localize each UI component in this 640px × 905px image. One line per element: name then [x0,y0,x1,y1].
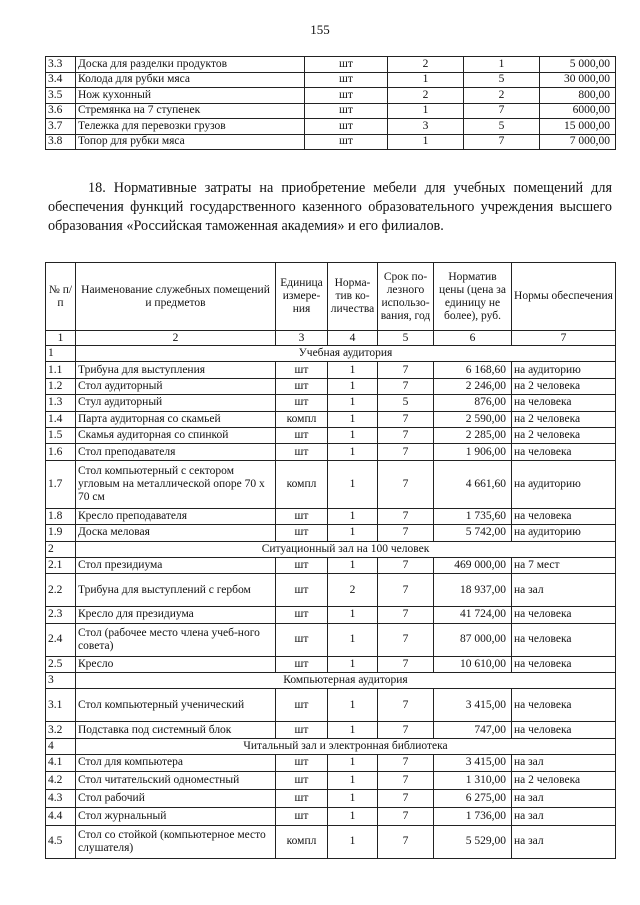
price: 3 415,00 [434,689,512,722]
service-life: 7 [464,103,540,119]
service-life: 7 [378,807,434,825]
price: 5 529,00 [434,825,512,858]
quantity: 1 [328,557,378,573]
table-row [46,807,616,825]
price: 800,00 [540,88,616,104]
provision-norm: на человека [512,607,616,623]
item-number: 1.7 [46,460,76,508]
item-name: Стол компьютерный с сектором угловым на металлической опоре 70 х 70 см [76,460,276,508]
unit: шт [276,444,328,460]
column-number: 5 [378,331,434,346]
service-life: 7 [464,134,540,150]
price: 6000,00 [540,103,616,119]
section-row [46,673,616,689]
price: 747,00 [434,722,512,738]
table-row [46,722,616,738]
quantity: 1 [328,656,378,672]
item-number: 3.7 [46,119,76,135]
unit: шт [276,395,328,411]
quantity: 1 [328,755,378,771]
price: 41 724,00 [434,607,512,623]
service-life: 5 [464,72,540,88]
column-number: 4 [328,331,378,346]
header-quantity: Норма-тив ко-личества [328,263,378,331]
unit: шт [276,755,328,771]
service-life: 7 [378,557,434,573]
quantity: 3 [388,119,464,135]
table-row [46,508,616,524]
price: 10 610,00 [434,656,512,672]
quantity: 1 [328,722,378,738]
service-life: 7 [378,508,434,524]
table-row [46,72,616,88]
quantity: 1 [328,623,378,656]
quantity: 1 [328,362,378,378]
provision-norm: на человека [512,395,616,411]
service-life: 7 [378,656,434,672]
provision-norm: на человека [512,722,616,738]
provision-norm: на человека [512,656,616,672]
unit: шт [276,607,328,623]
service-life: 7 [378,771,434,789]
item-number: 3.1 [46,689,76,722]
quantity: 1 [328,378,378,394]
price: 87 000,00 [434,623,512,656]
item-name: Стол читательский одноместный [76,771,276,789]
price: 1 310,00 [434,771,512,789]
item-name: Трибуна для выступления [76,362,276,378]
header-life: Срок по-лезного использо-вания, год [378,263,434,331]
quantity: 1 [328,807,378,825]
unit: шт [276,722,328,738]
service-life: 7 [378,378,434,394]
quantity: 1 [328,825,378,858]
provision-norm: на 2 человека [512,378,616,394]
item-number: 1.6 [46,444,76,460]
provision-norm: на человека [512,508,616,524]
quantity: 1 [328,411,378,427]
item-name: Стол аудиторный [76,378,276,394]
price: 5 742,00 [434,525,512,541]
table-row [46,557,616,573]
quantity: 2 [388,57,464,73]
item-name: Стол компьютерный ученический [76,689,276,722]
table-row [46,771,616,789]
unit: шт [276,656,328,672]
provision-norm: на 2 человека [512,411,616,427]
item-name: Подставка под системный блок [76,722,276,738]
item-number: 3.4 [46,72,76,88]
item-name: Кресло для президиума [76,607,276,623]
item-number: 4.5 [46,825,76,858]
unit: шт [305,72,388,88]
table-row [46,427,616,443]
section-row [46,541,616,557]
table-row [46,574,616,607]
provision-norm: на аудиторию [512,525,616,541]
item-name: Стол (рабочее место члена учеб-ного совета) [76,623,276,656]
provision-norm: на зал [512,789,616,807]
section-number: 2 [46,541,76,557]
price: 2 590,00 [434,411,512,427]
item-name: Стул аудиторный [76,395,276,411]
table-row [46,103,616,119]
continuation-table [45,56,616,150]
table-row [46,134,616,150]
table-header-row [46,263,616,331]
section-title: Читальный зал и электронная библиотека [76,738,616,754]
item-name: Стол преподавателя [76,444,276,460]
section-number: 1 [46,346,76,362]
provision-norm: на аудиторию [512,460,616,508]
unit: шт [276,574,328,607]
header-unit: Единица измере-ния [276,263,328,331]
unit: шт [276,525,328,541]
price: 30 000,00 [540,72,616,88]
item-name: Доска меловая [76,525,276,541]
item-number: 4.4 [46,807,76,825]
column-number: 3 [276,331,328,346]
quantity: 2 [388,88,464,104]
price: 3 415,00 [434,755,512,771]
item-name: Стол со стойкой (компьютерное место слушателя) [76,825,276,858]
price: 2 285,00 [434,427,512,443]
unit: компл [276,460,328,508]
column-number: 7 [512,331,616,346]
item-number: 1.9 [46,525,76,541]
section-18-paragraph: 18. Нормативные затраты на приобретение мебели для учебных помещений для обеспечения функций государственного казенного образовательного учреждения высшего образования «Российская таможенная академия» и его филиалов. [48,180,612,234]
section-title: Компьютерная аудитория [76,673,616,689]
service-life: 7 [378,825,434,858]
unit: шт [276,771,328,789]
item-number: 2.5 [46,656,76,672]
quantity: 1 [328,525,378,541]
item-number: 2.1 [46,557,76,573]
item-name: Стол журнальный [76,807,276,825]
item-number: 4.3 [46,789,76,807]
price: 18 937,00 [434,574,512,607]
item-name: Парта аудиторная со скамьей [76,411,276,427]
price: 6 275,00 [434,789,512,807]
item-number: 3.3 [46,57,76,73]
item-name: Тележка для перевозки грузов [76,119,305,135]
quantity: 2 [328,574,378,607]
item-name: Стол для компьютера [76,755,276,771]
item-number: 3.5 [46,88,76,104]
quantity: 1 [328,789,378,807]
price: 2 246,00 [434,378,512,394]
item-number: 1.1 [46,362,76,378]
item-name: Топор для рубки мяса [76,134,305,150]
provision-norm: на человека [512,689,616,722]
price: 7 000,00 [540,134,616,150]
quantity: 1 [328,607,378,623]
price: 15 000,00 [540,119,616,135]
item-number: 4.2 [46,771,76,789]
price: 5 000,00 [540,57,616,73]
unit: шт [305,119,388,135]
service-life: 7 [378,444,434,460]
unit: шт [276,378,328,394]
unit: компл [276,825,328,858]
provision-norm: на 7 мест [512,557,616,573]
column-number: 2 [76,331,276,346]
unit: шт [276,789,328,807]
table-row [46,460,616,508]
item-name: Стол рабочий [76,789,276,807]
item-name: Трибуна для выступлений с гербом [76,574,276,607]
item-name: Кресло [76,656,276,672]
table-row [46,88,616,104]
item-name: Стремянка на 7 ступенек [76,103,305,119]
price: 469 000,00 [434,557,512,573]
service-life: 5 [464,119,540,135]
price: 6 168,60 [434,362,512,378]
item-number: 1.3 [46,395,76,411]
column-number: 6 [434,331,512,346]
quantity: 1 [388,134,464,150]
service-life: 7 [378,755,434,771]
provision-norm: на 2 человека [512,771,616,789]
item-name: Колода для рубки мяса [76,72,305,88]
quantity: 1 [328,460,378,508]
price: 1 906,00 [434,444,512,460]
unit: шт [276,508,328,524]
service-life: 7 [378,722,434,738]
service-life: 7 [378,525,434,541]
provision-norm: на человека [512,623,616,656]
item-name: Стол президиума [76,557,276,573]
item-number: 3.8 [46,134,76,150]
table-row [46,656,616,672]
provision-norm: на 2 человека [512,427,616,443]
service-life: 7 [378,623,434,656]
service-life: 7 [378,607,434,623]
quantity: 1 [328,771,378,789]
section-row [46,738,616,754]
service-life: 7 [378,789,434,807]
item-number: 1.5 [46,427,76,443]
quantity: 1 [328,395,378,411]
item-name: Доска для разделки продуктов [76,57,305,73]
item-number: 3.2 [46,722,76,738]
provision-norm: на аудиторию [512,362,616,378]
unit: шт [305,103,388,119]
table-row [46,789,616,807]
item-number: 2.4 [46,623,76,656]
table-row [46,525,616,541]
unit: шт [276,557,328,573]
unit: шт [276,689,328,722]
column-number: 1 [46,331,76,346]
item-number: 2.3 [46,607,76,623]
unit: шт [276,807,328,825]
page-number: 155 [310,22,330,37]
unit: шт [305,57,388,73]
furniture-norms-table [45,262,616,859]
item-name: Нож кухонный [76,88,305,104]
table-row [46,825,616,858]
service-life: 1 [464,57,540,73]
header-norm: Нормы обеспечения [512,263,616,331]
provision-norm: на человека [512,444,616,460]
section-number: 3 [46,673,76,689]
service-life: 7 [378,427,434,443]
header-number: № п/п [46,263,76,331]
table-row [46,362,616,378]
unit: шт [276,623,328,656]
section-title: Ситуационный зал на 100 человек [76,541,616,557]
table-row [46,623,616,656]
item-name: Скамья аудиторная со спинкой [76,427,276,443]
unit: шт [305,88,388,104]
table-row [46,378,616,394]
table-row [46,689,616,722]
unit: шт [276,362,328,378]
service-life: 7 [378,574,434,607]
provision-norm: на зал [512,574,616,607]
service-life: 7 [378,460,434,508]
item-name: Кресло преподавателя [76,508,276,524]
price: 1 736,00 [434,807,512,825]
item-number: 3.6 [46,103,76,119]
provision-norm: на зал [512,825,616,858]
table-row [46,395,616,411]
header-price: Норматив цены (цена за единицу не более), руб. [434,263,512,331]
service-life: 7 [378,689,434,722]
unit: шт [305,134,388,150]
unit: компл [276,411,328,427]
price: 876,00 [434,395,512,411]
unit: шт [276,427,328,443]
provision-norm: на зал [512,755,616,771]
section-number: 4 [46,738,76,754]
item-number: 1.4 [46,411,76,427]
service-life: 7 [378,362,434,378]
price: 1 735,60 [434,508,512,524]
quantity: 1 [388,103,464,119]
table-row [46,444,616,460]
service-life: 2 [464,88,540,104]
item-number: 1.8 [46,508,76,524]
service-life: 5 [378,395,434,411]
column-number-row [46,331,616,346]
provision-norm: на зал [512,807,616,825]
table-row [46,57,616,73]
item-number: 4.1 [46,755,76,771]
item-number: 2.2 [46,574,76,607]
quantity: 1 [328,444,378,460]
item-number: 1.2 [46,378,76,394]
table-row [46,607,616,623]
quantity: 1 [388,72,464,88]
quantity: 1 [328,508,378,524]
quantity: 1 [328,427,378,443]
table-row [46,119,616,135]
quantity: 1 [328,689,378,722]
table-row [46,755,616,771]
service-life: 7 [378,411,434,427]
price: 4 661,60 [434,460,512,508]
header-name: Наименование служебных помещений и предметов [76,263,276,331]
table-row [46,411,616,427]
section-row [46,346,616,362]
section-title: Учебная аудитория [76,346,616,362]
